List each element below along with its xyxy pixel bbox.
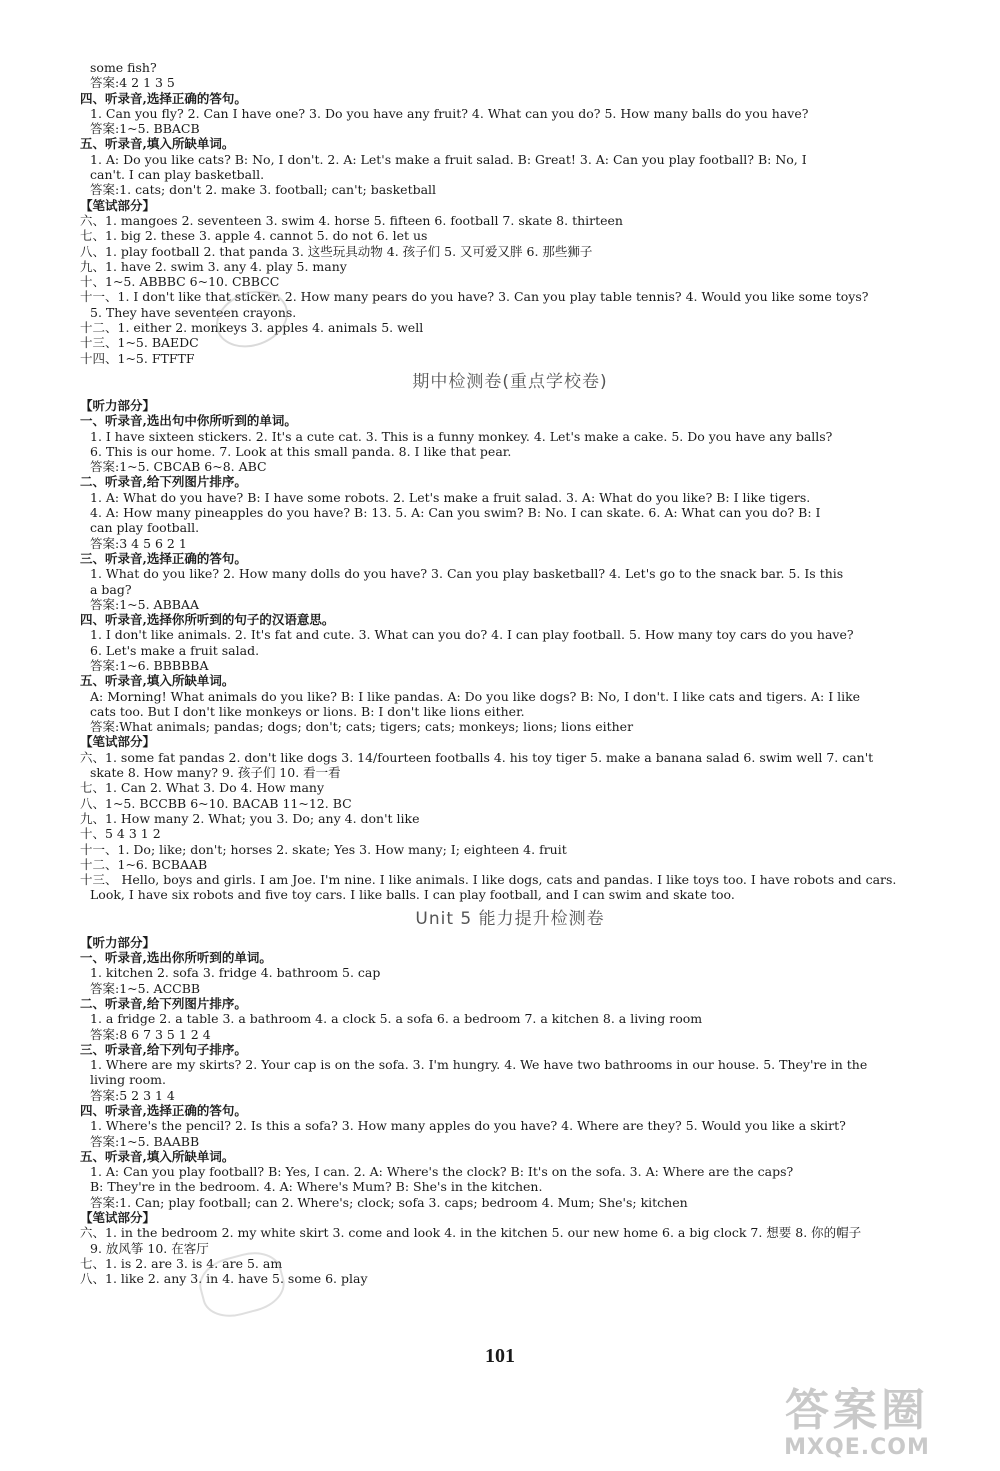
section-heading: 【笔试部分】	[80, 734, 156, 750]
answer-line: 1. Where are my skirts? 2. Your cap is on the sofa. 3. I'm hungry. 4. We have two bathrooms in our house. 5. They're in the	[90, 1057, 868, 1073]
answer-line: 七、1. big 2. these 3. apple 4. cannot 5. do not 6. let us	[80, 228, 428, 244]
section-heading: 四、听录音,选择正确的答句。	[80, 90, 247, 106]
section-heading: 【听力部分】	[80, 934, 156, 950]
section-title: 期中检测卷(重点学校卷)	[412, 371, 608, 392]
answer-line: 9. 放风筝 10. 在客厅	[90, 1240, 209, 1256]
answer-line: 5. They have seventeen crayons.	[90, 304, 297, 320]
answer-line: cats too. But I don't like monkeys or lions. B: I don't like lions either.	[90, 703, 525, 719]
answer-line: 1. Where's the pencil? 2. Is this a sofa? 3. How many apples do you have? 4. Where are they? 5. Would you like a skirt?	[90, 1118, 846, 1134]
section-heading: 五、听录音,填入所缺单词。	[80, 1148, 235, 1164]
answer-line: B: They're in the bedroom. 4. A: Where's Mum? B: She's in the kitchen.	[90, 1179, 543, 1195]
answer-line: 六、1. in the bedroom 2. my white skirt 3. come and look 4. in the kitchen 5. our new home 6. a big clock 7. 想要 8. 你的帽子	[80, 1225, 862, 1241]
answer-line: 十、5 4 3 1 2	[80, 826, 161, 842]
answer-line: 答案:1~5. BAABB	[90, 1133, 200, 1149]
answer-line: skate 8. How many? 9. 孩子们 10. 看一看	[90, 765, 341, 781]
section-heading: 【听力部分】	[80, 397, 156, 413]
section-heading: 三、听录音,选择正确的答句。	[80, 550, 247, 566]
section-title: Unit 5 能力提升检测卷	[415, 908, 605, 929]
watermark-url: MXQE.COM	[784, 1435, 930, 1460]
answer-line: 六、1. mangoes 2. seventeen 3. swim 4. horse 5. fifteen 6. football 7. skate 8. thirteen	[80, 212, 623, 228]
page-number: 101	[485, 1345, 515, 1367]
section-heading: 四、听录音,选择你所听到的句子的汉语意思。	[80, 612, 335, 628]
watermark-logo-text: 答案圈	[785, 1385, 929, 1436]
answer-line: 十三、1~5. BAEDC	[80, 335, 199, 351]
answer-line: 九、1. have 2. swim 3. any 4. play 5. many	[80, 258, 347, 274]
answer-line: 6. This is our home. 7. Look at this small panda. 8. I like that pear.	[90, 443, 512, 459]
answer-line: 十、1~5. ABBBC 6~10. CBBCC	[80, 274, 280, 290]
section-heading: 三、听录音,给下列句子排序。	[80, 1041, 247, 1057]
answer-line: 九、1. How many 2. What; you 3. Do; any 4. don't like	[80, 810, 420, 826]
answer-line: 十二、1~6. BCBAAB	[80, 856, 208, 872]
answer-line: 十二、1. either 2. monkeys 3. apples 4. animals 5. well	[80, 320, 424, 336]
section-heading: 二、听录音,给下列图片排序。	[80, 474, 247, 490]
answer-line: 八、1. play football 2. that panda 3. 这些玩具动物 4. 孩子们 5. 又可爱又胖 6. 那些狮子	[80, 243, 593, 259]
section-heading: 四、听录音,选择正确的答句。	[80, 1103, 247, 1118]
answer-line: 1. kitchen 2. sofa 3. fridge 4. bathroom 5. cap	[90, 965, 381, 981]
answer-line: 八、1. like 2. any 3. in 4. have 5. some 6. play	[80, 1271, 368, 1287]
answer-line: can't. I can play basketball.	[90, 167, 265, 183]
answer-page	[80, 60, 940, 1287]
answer-line: 答案:1~6. BBBBBA	[90, 657, 209, 673]
section-heading: 【笔试部分】	[80, 197, 156, 213]
section-heading: 二、听录音,给下列图片排序。	[80, 995, 247, 1011]
answer-line: 1. a fridge 2. a table 3. a bathroom 4. a clock 5. a sofa 6. a bedroom 7. a kitchen 8. a living room	[90, 1011, 703, 1027]
answer-line: A: Morning! What animals do you like? B: I like pandas. A: Do you like dogs? B: No, I don't. I like cats and tigers. A: I like	[90, 688, 861, 704]
answer-line: 1. I have sixteen stickers. 2. It's a cute cat. 3. This is a funny monkey. 4. Let's make a cake. 5. Do you have any balls?	[90, 428, 833, 444]
answer-line: 4. A: How many pineapples do you have? B: 13. 5. A: Can you swim? B: No. I can skate. 6. A: What can you do? B: I	[90, 505, 821, 521]
answer-line: 1. A: What do you have? B: I have some robots. 2. Let's make a fruit salad. 3. A: What do you like? B: I like tigers.	[90, 489, 811, 505]
answer-line: 七、1. Can 2. What 3. Do 4. How many	[80, 780, 325, 796]
answer-line: 答案:What animals; pandas; dogs; don't; cats; tigers; cats; monkeys; lions; lions either	[90, 719, 634, 735]
section-heading: 一、听录音,选出你所听到的单词。	[80, 950, 272, 966]
answer-line: 答案:4 2 1 3 5	[90, 75, 175, 91]
answer-line: 十一、1. Do; like; don't; horses 2. skate; Yes 3. How many; I; eighteen 4. fruit	[80, 841, 567, 857]
answer-line: 1. I don't like animals. 2. It's fat and cute. 3. What can you do? 4. I can play football. 5. How many toy cars do you have?	[90, 627, 854, 643]
answer-line: 答案:1. Can; play football; can 2. Where's; clock; sofa 3. caps; bedroom 4. Mum; She's; kitchen	[90, 1194, 688, 1210]
answer-line: 七、1. is 2. are 3. is 4. are 5. am	[80, 1255, 283, 1271]
answer-line: 十三、 Hello, boys and girls. I am Joe. I'm nine. I like animals. I like dogs, cats and pandas. I like toys too. I have robots and cars.	[80, 872, 897, 888]
answer-line: 1. A: Do you like cats? B: No, I don't. 2. A: Let's make a fruit salad. B: Great! 3. A: Can you play football? B: No, I	[90, 151, 807, 167]
answer-line: 1. What do you like? 2. How many dolls do you have? 3. Can you play basketball? 4. Let's go to the snack bar. 5. Is this	[90, 566, 844, 582]
answer-line: 十一、1. I don't like that sticker. 2. How many pears do you have? 3. Can you play table tennis? 4. Would you like some toys?	[80, 289, 869, 305]
answer-line: 1. A: Can you play football? B: Yes, I can. 2. A: Where's the clock? B: It's on the sofa. 3. A: Where are the caps?	[90, 1164, 794, 1180]
answer-line: 六、1. some fat pandas 2. don't like dogs 3. 14/fourteen footballs 4. his toy tiger 5. make a banana salad 6. swim well 7. can't	[80, 749, 874, 765]
answer-line: 十四、1~5. FTFTF	[80, 350, 195, 366]
answer-line: 答案:3 4 5 6 2 1	[90, 535, 187, 551]
site-watermark	[752, 1387, 962, 1463]
answer-line: 1. Can you fly? 2. Can I have one? 3. Do you have any fruit? 4. What can you do? 5. How many balls do you have?	[90, 105, 809, 121]
answer-line: 答案:1. cats; don't 2. make 3. football; can't; basketball	[90, 182, 437, 198]
answer-line: 八、1~5. BCCBB 6~10. BACAB 11~12. BC	[80, 795, 352, 811]
answer-line: 答案:1~5. BBACB	[90, 121, 200, 137]
section-heading: 【笔试部分】	[80, 1210, 156, 1226]
answer-line: 答案:8 6 7 3 5 1 2 4	[90, 1026, 211, 1042]
answer-line: some fish?	[90, 60, 157, 75]
answer-line: Look, I have six robots and five toy cars. I like balls. I can play football, and I can swim and skate too.	[90, 887, 735, 903]
section-heading: 五、听录音,填入所缺单词。	[80, 673, 235, 689]
answer-line: living room.	[90, 1072, 166, 1088]
section-heading: 一、听录音,选出句中你所听到的单词。	[80, 413, 297, 429]
answer-line: 答案:1~5. ACCBB	[90, 980, 201, 996]
answer-line: 答案:5 2 3 1 4	[90, 1087, 175, 1103]
answer-line: 答案:1~5. CBCAB 6~8. ABC	[90, 459, 267, 475]
answer-line: a bag?	[90, 581, 132, 597]
answer-line: 6. Let's make a fruit salad.	[90, 642, 260, 658]
answer-line: can play football.	[90, 520, 200, 536]
answer-line: 答案:1~5. ABBAA	[90, 596, 199, 612]
section-heading: 五、听录音,填入所缺单词。	[80, 136, 235, 152]
